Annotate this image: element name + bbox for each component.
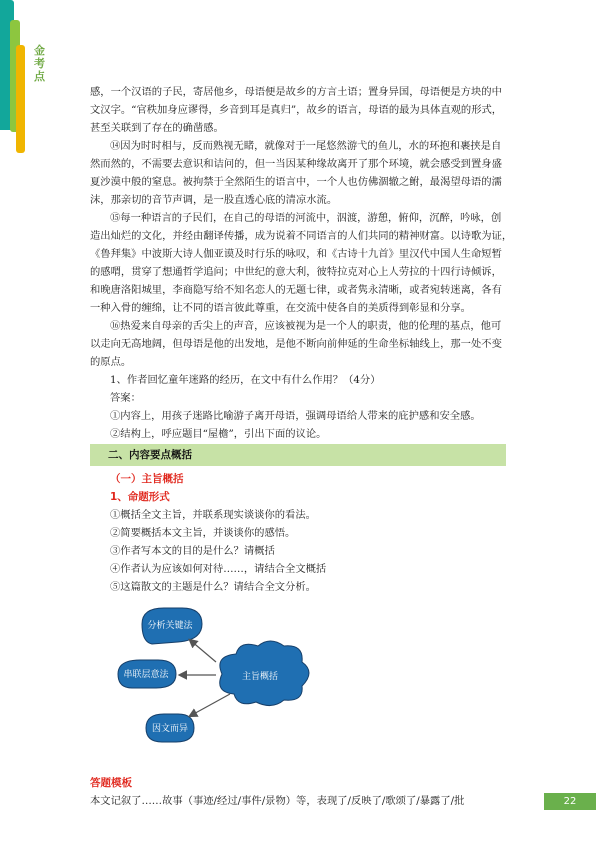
template-title: 答题模板 [90, 777, 132, 789]
paragraph-15: ⑮每一种语言的子民们，在自己的母语的河流中，泅渡，游憩，俯仰，沉醉，吟咏，创 [110, 212, 502, 224]
subsection-title: （一）主旨概括 [110, 473, 184, 485]
text-line: 文汉字。“官秩加身应谬得，乡音到耳是真归”，故乡的语言，母语的最为具体直观的形式， [90, 104, 503, 116]
text-line: 和晚唐洛阳城里，李商隐写给不知名恋人的无题七律，或者隽永清晰，或者宛转迷离，各有 [90, 284, 502, 296]
text-line: 感，一个汉语的子民，寄居他乡，母语便是故乡的方言土语；置身异国，母语便是方块的中 [90, 86, 502, 98]
text-line: 然而然的，不需要去意识和诘问的，但一当因某种缘故离开了那个环境，就会感受到置身盛 [90, 158, 502, 170]
form-item: ⑤这篇散文的主题是什么？请结合全文分析。 [110, 581, 316, 593]
text-line: 一种入骨的缠绵，让不同的语言彼此尊重，在交流中使各自的美质得到彰显和分享。 [90, 302, 471, 314]
template-text: 本文记叙了……故事（事迹/经过/事件/景物）等，表现了/反映了/歌颂了/暴露了/批 [90, 795, 465, 807]
text-line: 的感喟，贯穿了想通哲学追问；中世纪的意大利，彼特拉克对心上人劳拉的十四行诗倾诉， [90, 266, 502, 278]
paragraph-14: ⑭因为时时相与，反而熟视无睹，就像对于一尾悠然游弋的鱼儿，水的环抱和裹挟是自 [110, 140, 502, 152]
text-line: 《鲁拜集》中波斯大诗人伽亚谟及时行乐的咏叹，和《古诗十九首》里汉代中国人生命短暂 [90, 248, 502, 260]
form-item: ①概括全文主旨，并联系现实谈谈你的看法。 [110, 509, 316, 521]
node-connect-label: 串联层意法 [123, 670, 169, 680]
form-item: ③作者写本文的目的是什么？请概括 [110, 545, 275, 557]
decor-bar-yellow [16, 45, 25, 153]
page-number: 22 [544, 793, 596, 810]
text-line: 夏沙漠中般的窒息。被拘禁于全然陌生的语言中，一个人也仿佛涸辙之鲋，最渴望母语的濡 [90, 176, 502, 188]
form-item: ②简要概括本文主旨，并谈谈你的感悟。 [110, 527, 296, 539]
text-line: 的原点。 [90, 356, 132, 368]
arrow-to-varies [190, 694, 230, 716]
center-label: 主旨概括 [241, 672, 279, 682]
text-line: 沫，那亲切的音节声调，是一股直透心底的清凉水流。 [90, 194, 338, 206]
main-content [90, 83, 513, 810]
arrow-to-analysis [190, 640, 216, 662]
text-line: 甚至关联到了存在的确凿感。 [90, 122, 224, 134]
node-varies-label: 因文而异 [151, 724, 189, 734]
answer-item: ②结构上，呼应题目“屋檐”，引出下面的议论。 [110, 428, 327, 440]
form-title: 1、命题形式 [110, 491, 170, 503]
text-line: 以走向无高地阔，但母语是他的出发地，是他不断向前伸延的生命坐标轴线上，那一处不变 [90, 338, 502, 350]
node-analysis-label: 分析关键法 [147, 621, 193, 631]
question: 1、作者回忆童年迷路的经历，在文中有什么作用？（4分） [110, 374, 381, 386]
section-title: 二、内容要点概括 [90, 444, 506, 466]
side-label: 金 考 点 [34, 44, 45, 83]
answer-item: ①内容上，用孩子迷路比喻游子离开母语，强调母语给人带来的庇护感和安全感。 [110, 410, 481, 422]
answer-label: 答案： [110, 392, 141, 404]
method-diagram [90, 602, 506, 772]
paragraph-16: ⑯热爱来自母亲的舌尖上的声音，应该被视为是一个人的职责，他的伦理的基点，他可 [110, 320, 502, 332]
text-line: 造出灿烂的文化，并经由翻译传播，成为说着不同语言的人们共同的精神财富。以诗歌为证， [90, 230, 513, 242]
diagram-svg [90, 602, 506, 772]
form-item: ④作者认为应该如何对待……，请结合全文概括 [110, 563, 327, 575]
